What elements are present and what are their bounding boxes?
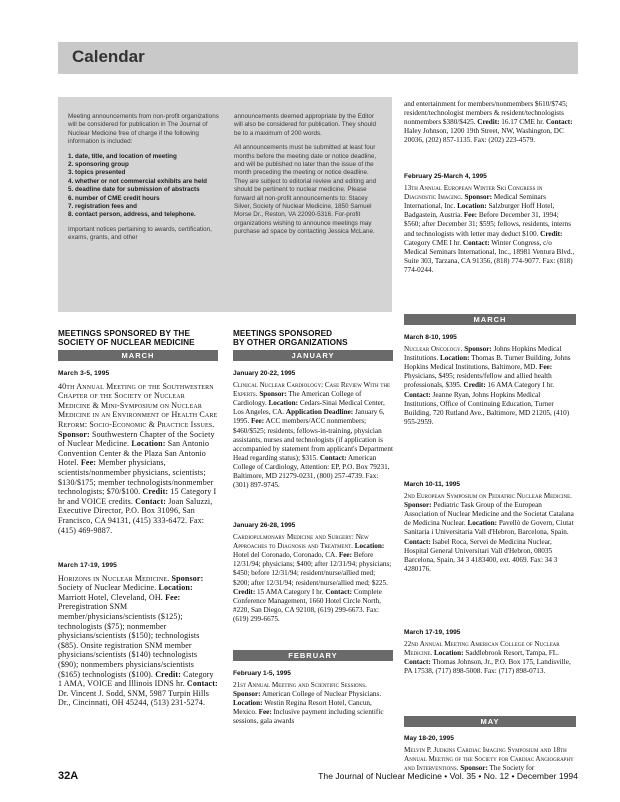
meeting-entry xyxy=(233,369,393,490)
notice-requirements-list xyxy=(68,153,228,220)
submission-notice-box xyxy=(58,97,392,312)
meeting-entry xyxy=(404,628,576,676)
heading-line: MEETINGS SPONSORED xyxy=(233,329,333,338)
field-label: Fee: xyxy=(165,592,181,602)
notice-continued: announcements deemed appropriate by the Editor will also be considered for publication. They should be to a maximum of 200 words. xyxy=(234,113,376,137)
meeting-date: March 10-11, 1995 xyxy=(404,481,461,488)
field-label: Sponsor: xyxy=(233,690,261,699)
snm-meetings-heading xyxy=(58,329,218,347)
list-item: 7. registration fees and xyxy=(68,203,137,211)
list-item: 5. deadline date for submission of abstracts xyxy=(68,186,200,194)
list-item: 1. date, title, and location of meeting xyxy=(68,152,177,160)
month-band-may: MAY xyxy=(404,716,576,727)
field-label: Location: xyxy=(158,583,193,593)
meeting-date: February 1-5, 1995 xyxy=(233,670,291,677)
meeting-title: Clinical Nuclear Cardiology: Case Review With the Experts. xyxy=(233,381,391,399)
notice-intro: Meeting announcements from non-profit organizations will be considered for publication in The Journal of Nuclear Medicine free of charge if the following information is included: xyxy=(68,113,219,146)
field-label: Sponsor: xyxy=(404,501,432,510)
field-label: Location: xyxy=(433,649,464,658)
field-value: Jeanne Ryan, Johns Hopkins Medical Institutions, Office of Continuing Education, Turner Building, 720 Rutland Ave., Baltimore, MD 21205, (410) 955-2959. xyxy=(404,390,570,426)
list-item: 4. whether or not commercial exhibits are held xyxy=(68,177,207,185)
meeting-entry xyxy=(404,333,576,427)
field-value: Winter Congress, c/o Medical Seminars International, Inc., 18981 Ventura Blvd., Suite 303, Tarzana, CA 91356, (818) 774-9077. Fax: (818) 774-0244. xyxy=(404,238,575,274)
meeting-title: Nuclear Oncology. xyxy=(404,345,463,354)
field-label: Sponsor: xyxy=(259,390,287,399)
field-value: The American College of Cardiology. xyxy=(233,390,362,408)
field-value: Preregistration SNM member/physicians/scientists ($125); technologists ($75); nonmember physicians/scientists ($150); technologists ($85). Onsite registration SNM member physicians/scientists ($140) technologists ($90); nonmembers physicians/scientists ($165) technologists ($100). xyxy=(58,602,200,679)
meeting-title: 2nd European Symposium on Pediatric Nuclear Medicine. xyxy=(404,492,572,501)
field-value: Category 1 AMA, VOICE and Illinois IDNS hr. xyxy=(58,669,214,689)
meeting-title: 21st Annual Meeting and Scientific Sessions. xyxy=(233,681,367,690)
field-label: Location: xyxy=(457,202,487,211)
meeting-date: March 3-5, 1995 xyxy=(58,370,110,377)
field-value: Society of Nuclear Medicine. xyxy=(58,583,159,593)
field-value: Complete Conference Management, 1660 Hotel Circle North, #220, San Diego, CA 92108, (619) 299-6673. Fax: (619) 299-6675. xyxy=(233,587,382,623)
field-value: Category CME I hr. xyxy=(404,238,463,247)
field-label: Contact: xyxy=(319,453,347,462)
field-value: Westin Regina Resort Hotel, Cancun, Mexico. xyxy=(233,699,372,717)
meeting-date: March 17-19, 1995 xyxy=(404,629,461,636)
field-label: Fee: xyxy=(80,458,97,468)
field-value: Dr. Vincent J. Sodd, SNM, 5987 Turpin Hills Dr., Cincinnati, OH 45244, (513) 231-5274. xyxy=(58,688,209,708)
field-label: Location: xyxy=(233,699,263,708)
field-label: Contact: xyxy=(404,658,431,667)
meeting-date: February 25-March 4, 1995 xyxy=(404,173,487,180)
meeting-title: 40th Annual Meeting of the Southwestern Chapter of the Society of Nuclear Medicine & Mini-Symposium on Nuclear Medicine in an Environment of Health Care Reform: Socio-Economic & Practice Issues. xyxy=(58,381,218,429)
field-label: Credit: xyxy=(463,381,486,390)
field-label: Sponsor: xyxy=(464,193,493,202)
field-label: Contact: xyxy=(404,537,431,546)
field-label: Fee: xyxy=(538,363,553,372)
field-value: American College of Cardiology, Attention: EP, P.O. Box 79231, Baltimore, MD 21279-0231, (800) 257-4739. Fax: (301) 897-9745. xyxy=(233,453,390,490)
field-label: Location: xyxy=(131,439,166,449)
field-value: Before 12/31/94; physicians; $400; after 12/31/94; physicians; $450; before 12/31/94; resident/nurse/allied med; $200; after 12/31/94; resident/nurse/allied med; $225. xyxy=(233,551,392,587)
meeting-date: January 26-28, 1995 xyxy=(233,522,296,529)
meeting-entry xyxy=(404,734,576,773)
field-label: Location: xyxy=(354,542,385,551)
month-band-february: FEBRUARY xyxy=(233,650,393,661)
field-value: Thomas Johnson, Jr., P.O. Box 175, Landisville, PA 17538, (717) 898-5008. Fax: (717) 898-0713. xyxy=(404,658,571,676)
field-value: Marriott Hotel, Cleveland, OH. xyxy=(58,592,166,602)
field-value: American College of Nuclear Physicians. xyxy=(260,690,382,699)
month-band-march: MARCH xyxy=(58,350,218,361)
heading-line: SOCIETY OF NUCLEAR MEDICINE xyxy=(58,338,195,347)
field-value: Inclusive payment including scientific sessions, gala awards xyxy=(233,708,384,726)
field-label: Contact: xyxy=(545,118,573,127)
heading-line: MEETINGS SPONSORED BY THE xyxy=(58,329,191,338)
field-label: Fee: xyxy=(258,708,272,717)
page-footer xyxy=(58,770,578,784)
meeting-title: Horizons in Nuclear Medicine. xyxy=(58,573,170,583)
field-label: Sponsor: xyxy=(58,429,90,439)
field-value: Hotel del Coronado, Coronado, CA. xyxy=(233,551,339,560)
meeting-title: Cardiopulmonary Medicine and Surgery: New Approaches to Diagnosis and Treatment. xyxy=(233,533,369,551)
field-value: Salzburger Hoff Hotel, Badgastein, Austria. xyxy=(404,202,555,220)
field-label: Contact: xyxy=(135,496,167,506)
field-value: and entertainment for members/nonmembers $610/$745; resident/technologist members & resident/technologists nonmembers $380/$425. xyxy=(404,100,568,127)
field-label: Application Deadline: xyxy=(285,408,354,417)
field-value: 15 Category I hr and VOICE credits. xyxy=(58,487,217,506)
list-item: 8. contact person, address, and telephone. xyxy=(68,211,196,219)
page-number: 32A xyxy=(58,770,79,782)
heading-line: BY OTHER ORGANIZATIONS xyxy=(233,338,348,347)
field-value: Joan Saluzzi, Executive Director, P.O. Box 31096, San Francisco, CA 94131, (415) 333-6472. Fax: (415) 469-9887. xyxy=(58,496,213,535)
meeting-date: March 8-10, 1995 xyxy=(404,334,457,341)
field-value: The Society for xyxy=(487,764,535,773)
field-value: Thomas B. Turner Building, Johns Hopkins Medical Institutions, Baltimore, MD. xyxy=(404,354,571,372)
meeting-entry xyxy=(233,521,393,624)
section-header xyxy=(58,42,578,74)
field-value: Haley Johnson, 1200 19th Street, NW, Washington, DC 20036, (202) 857-1135. Fax: (202) 223-4579. xyxy=(404,127,564,145)
field-label: Sponsor: xyxy=(460,764,488,773)
field-value: Before December 31, 1994; $560; after December 31; $595; fellows, residents, interns and technologists with letter may deduct $100. xyxy=(404,211,572,238)
field-value: Isabel Roca, Servei de Medicina Nuclear, Hospital General Universitari Vall d'Hebron, 08035 Barcelona, Spain, 34 3 4183400, ext. 4069. Fax: 34 3 4280176. xyxy=(404,537,558,573)
field-value: Johns Hopkins Medical Institutions. xyxy=(404,345,562,363)
field-label: Credit: xyxy=(233,587,256,596)
field-value: Member physicians, scientists/nonmember physicians, scientists; $130/$175; member technologists/nonmember technologists; $70/$100. xyxy=(58,458,214,497)
field-value: ACC members/ACC nonmembers; $460/$525; residents, fellows-in-training, physician assistants, nurses and technologists (if application is accompanied by statement from applicant's Department Head regarding status); $315. xyxy=(233,417,393,462)
field-value: Cedars-Sinai Medical Center, Los Angeles, CA. xyxy=(233,399,385,417)
field-value: Pediatric Task Group of the European Association of Nuclear Medicine and the Societat Catalana de Medicina Nuclear. xyxy=(404,501,574,528)
list-item: 2. sponsoring group xyxy=(68,161,129,169)
other-meetings-heading xyxy=(233,329,393,347)
field-label: Sponsor: xyxy=(464,345,492,354)
field-value: Pavellò de Govern, Ciutat Sanitaria i Universitaria Vall d'Hebron, Barcelona, Spain. xyxy=(404,519,574,537)
field-label: Location: xyxy=(268,399,299,408)
field-label: Credit: xyxy=(477,118,500,127)
field-value: 16 AMA Category I hr. xyxy=(485,381,555,390)
meeting-entry xyxy=(404,172,576,275)
month-band-january: JANUARY xyxy=(233,350,393,361)
field-value: Southwestern Chapter of the Society of Nuclear Medicine. xyxy=(58,429,215,449)
notice-column-right xyxy=(234,113,384,243)
meeting-entry xyxy=(404,480,576,574)
meeting-entry xyxy=(58,369,218,535)
field-label: Fee: xyxy=(250,417,265,426)
field-label: Sponsor: xyxy=(171,573,204,583)
field-value: Physicians, $495; residents/fellow and allied health professionals, $395. xyxy=(404,372,552,390)
meeting-title: 22nd Annual Meeting American College of Nuclear Medicine. xyxy=(404,640,560,658)
meeting-date: May 18-20, 1995 xyxy=(404,735,454,742)
field-label: Contact: xyxy=(462,238,490,247)
field-label: Fee: xyxy=(338,551,352,560)
field-value: San Antonio Convention Center & the Plaza San Antonio Hotel. xyxy=(58,439,210,468)
page-title: Calendar xyxy=(72,47,145,66)
field-label: Location: xyxy=(467,519,498,528)
month-band-march: MARCH xyxy=(404,314,576,325)
field-value: 15 AMA Category I hr. xyxy=(255,587,326,596)
field-label: Location: xyxy=(439,354,470,363)
field-value: Saddlebrook Resort, Tampa, FL. xyxy=(463,649,559,658)
field-label: Contact: xyxy=(325,587,353,596)
meeting-title: 13th Annual European Winter Ski Congress in Diagnostic Imaging. xyxy=(404,184,543,202)
field-value: January 6, 1995. xyxy=(233,408,385,426)
field-value: Medical Seminars International, Inc. xyxy=(404,193,546,211)
list-item: 6. number of CME credit hours xyxy=(68,194,160,202)
meeting-entry-continued xyxy=(404,100,576,145)
field-value: 16.17 CME hr. xyxy=(499,118,546,127)
field-label: Contact: xyxy=(404,390,431,399)
field-label: Fee: xyxy=(463,211,478,220)
field-label: Credit: xyxy=(155,669,182,679)
meeting-entry xyxy=(233,669,393,727)
field-label: Credit: xyxy=(540,229,563,238)
field-label: Contact: xyxy=(186,679,218,689)
meeting-date: March 17-19, 1995 xyxy=(58,562,117,569)
notice-deadline: All announcements must be submitted at least four months before the meeting date or notice deadline, and will be published no later than the issue of the month preceding the meeting or notice deadline. They are subject to editorial review and editing and should be pertinent to nuclear medicine. Please forward all non-profit announcements to: Stacey Silver, Society of Nuclear Medicine, 1850 Samuel Morse Dr., Reston, VA 22090-5316. For-profit organizations wishing to announce meetings may purchase ad space by contacting Jessica McLane. xyxy=(234,144,377,236)
meeting-title: Melvin P. Judkins Cardiac Imaging Symposium and 18th Annual Meeting of the Society for Cardiac Angiography and Interventions. xyxy=(404,746,574,773)
meeting-entry xyxy=(58,561,218,708)
meeting-date: January 20-22, 1995 xyxy=(233,370,296,377)
journal-citation: The Journal of Nuclear Medicine • Vol. 35 • No. 12 • December 1994 xyxy=(318,771,578,781)
list-item: 3. topics presented xyxy=(68,169,126,177)
notice-important: Important notices pertaining to awards, certification, exams, grants, and other xyxy=(68,225,212,242)
notice-column-left xyxy=(68,113,228,249)
field-label: Credit: xyxy=(142,487,169,497)
